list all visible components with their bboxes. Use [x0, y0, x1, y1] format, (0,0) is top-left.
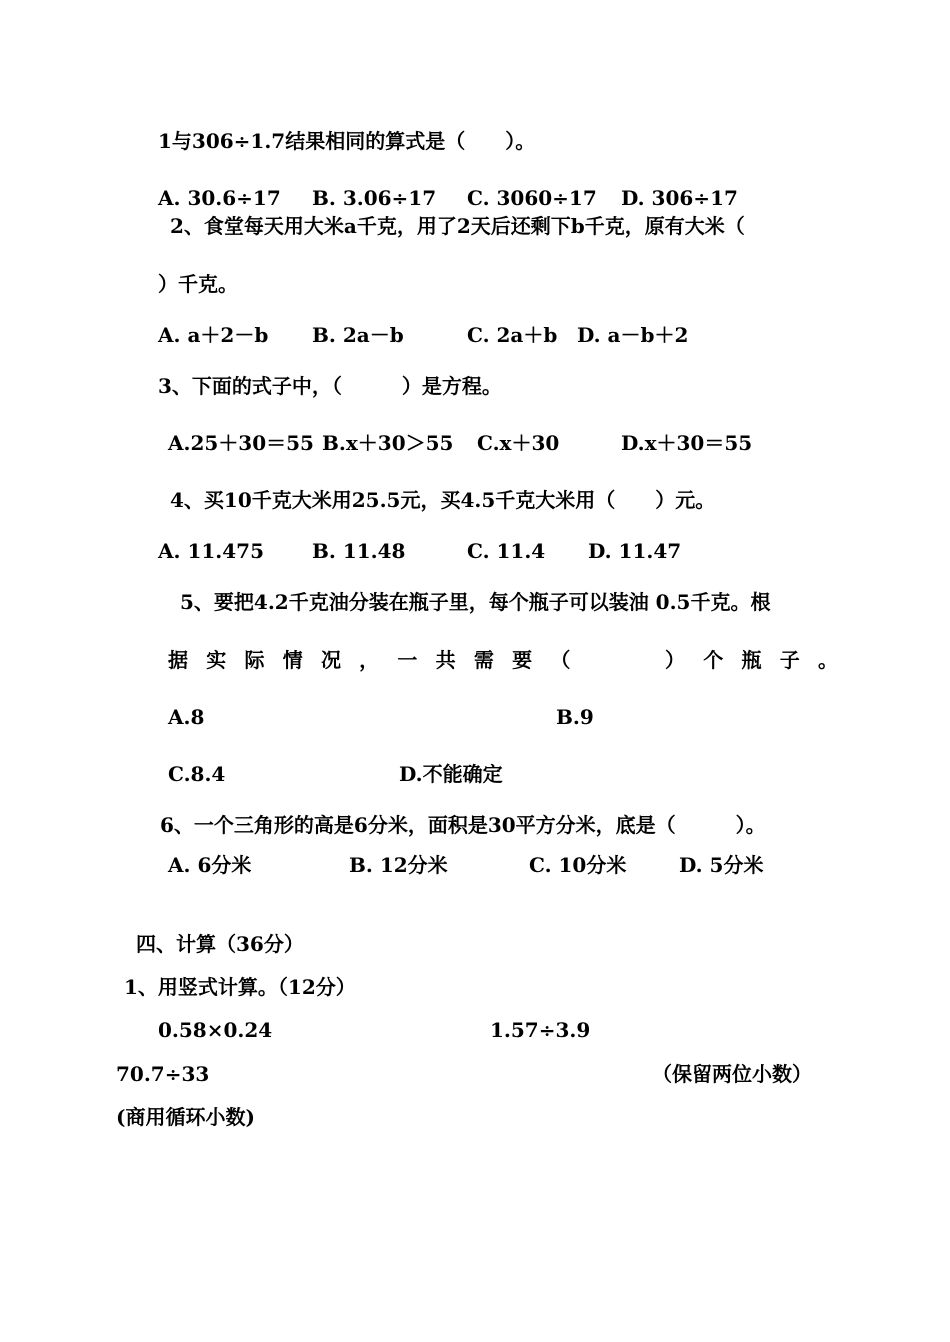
q5-char: 要: [512, 648, 533, 672]
q5-char: [627, 648, 647, 672]
q5-option-c: C.8.4: [168, 762, 226, 786]
q6-option-b: B. 12分米: [349, 853, 448, 877]
q2-stem-line1: 2、食堂每天用大米a千克，用了2天后还剩下b千克，原有大米（: [170, 214, 745, 238]
q2-option-d: D. a－b＋2: [577, 323, 689, 347]
calc-problem-3: 70.7÷33: [116, 1062, 210, 1086]
section4-title: 四、计算（36分）: [136, 932, 304, 956]
q5-char: 个: [703, 648, 724, 672]
q5-char: [589, 648, 609, 672]
q4-option-b: B. 11.48: [312, 539, 406, 563]
q1-option-c: C. 3060÷17: [467, 186, 597, 210]
q2-stem-line2: ）千克。: [158, 272, 238, 296]
q5-char: 需: [473, 648, 494, 672]
q4-stem: 4、买10千克大米用25.5元，买4.5千克大米用（ ）元。: [170, 488, 716, 512]
q4-option-d: D. 11.47: [588, 539, 682, 563]
q3-option-a: A.25＋30＝55: [168, 431, 314, 455]
q6-option-a: A. 6分米: [168, 853, 252, 877]
q3-option-c: C.x＋30: [477, 431, 560, 455]
q1-option-b: B. 3.06÷17: [312, 186, 437, 210]
q4-option-a: A. 11.475: [158, 539, 264, 563]
q5-char: 。: [817, 648, 838, 672]
q5-char: 共: [435, 648, 456, 672]
q5-char: 一: [397, 648, 418, 672]
q6-stem: 6、一个三角形的高是6分米，面积是30平方分米，底是（ ）。: [160, 813, 766, 837]
q5-stem-line1: 5、要把4.2千克油分装在瓶子里，每个瓶子可以装油 0.5千克。根: [180, 590, 771, 614]
q5-char: 际: [244, 648, 265, 672]
q5-option-d: D.不能确定: [399, 762, 503, 786]
q1-option-d: D. 306÷17: [621, 186, 738, 210]
q3-option-b: B.x＋30＞55: [322, 431, 454, 455]
q5-char: ，: [359, 648, 380, 672]
q1-stem: 1与306÷1.7结果相同的算式是（ ）。: [158, 129, 536, 153]
q6-option-c: C. 10分米: [529, 853, 627, 877]
q3-option-d: D.x＋30＝55: [621, 431, 753, 455]
calc-note-round: （保留两位小数）: [652, 1062, 812, 1086]
calc-note-repeat: (商用循环小数): [116, 1105, 255, 1129]
q5-option-a: A.8: [168, 705, 205, 729]
q5-stem-line2: [168, 648, 838, 672]
calc-problem-1: 0.58×0.24: [158, 1018, 273, 1042]
q2-option-b: B. 2a－b: [312, 323, 404, 347]
q2-option-c: C. 2a＋b: [467, 323, 558, 347]
q5-option-b: B.9: [556, 705, 594, 729]
q5-char: （: [550, 648, 571, 672]
section4-sub1: 1、用竖式计算。（12分）: [124, 975, 356, 999]
q5-char: ）: [665, 648, 686, 672]
q5-char: 据: [168, 648, 188, 672]
q4-option-c: C. 11.4: [467, 539, 546, 563]
q5-char: 况: [320, 648, 341, 672]
q3-stem: 3、下面的式子中，（ ）是方程。: [158, 374, 502, 398]
calc-problem-2: 1.57÷3.9: [490, 1018, 591, 1042]
q1-option-a: A. 30.6÷17: [158, 186, 281, 210]
q5-char: 瓶: [741, 648, 762, 672]
q6-option-d: D. 5分米: [679, 853, 764, 877]
q5-char: 子: [779, 648, 800, 672]
q5-char: 实: [206, 648, 227, 672]
q2-option-a: A. a＋2－b: [158, 323, 269, 347]
q5-char: 情: [282, 648, 303, 672]
